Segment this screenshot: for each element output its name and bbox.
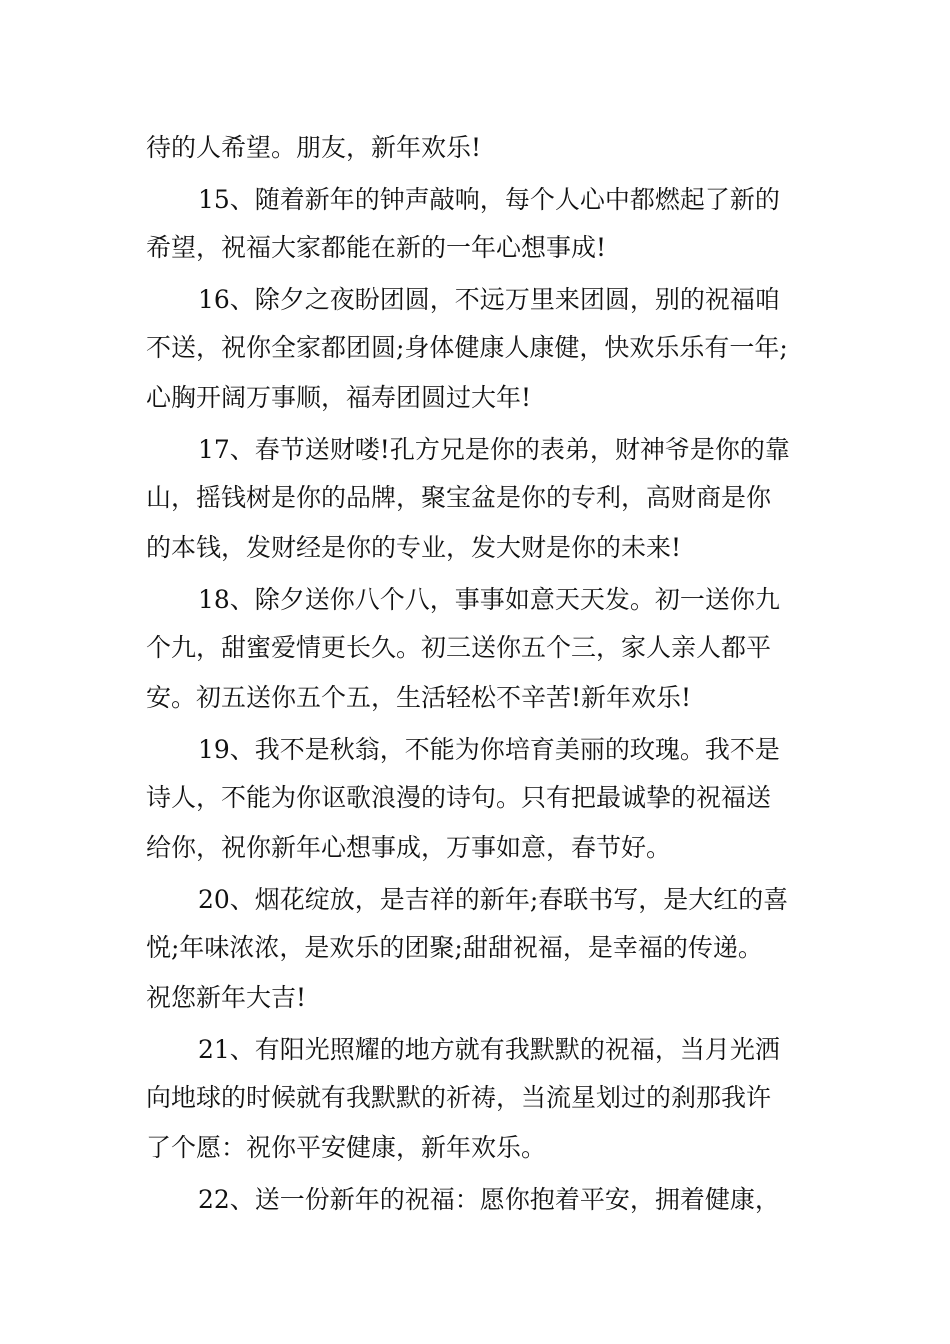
paragraph-17-line: 17、春节送财喽!孔方兄是你的表弟，财神爷是你的靠 — [198, 435, 790, 464]
text-line: 给你，祝你新年心想事成，万事如意，春节好。 — [146, 833, 672, 862]
text-line: 待的人希望。朋友，新年欢乐! — [146, 133, 482, 162]
paragraph-19-line: 19、我不是秋翁，不能为你培育美丽的玫瑰。我不是 — [198, 735, 780, 764]
text-line: 希望，祝福大家都能在新的一年心想事成! — [146, 233, 607, 262]
paragraph-20-line: 20、烟花绽放，是吉祥的新年;春联书写，是大红的喜 — [198, 885, 789, 914]
text-line: 祝您新年大吉! — [146, 983, 307, 1012]
text-line: 的本钱，发财经是你的专业，发大财是你的未来! — [146, 533, 682, 562]
paragraph-21-line: 21、有阳光照耀的地方就有我默默的祝福，当月光洒 — [198, 1035, 780, 1064]
text-line: 悦;年味浓浓，是欢乐的团聚;甜甜祝福，是幸福的传递。 — [146, 933, 763, 962]
paragraph-18-line: 18、除夕送你八个八，事事如意天天发。初一送你九 — [198, 585, 780, 614]
paragraph-15-line: 15、随着新年的钟声敲响，每个人心中都燃起了新的 — [198, 185, 780, 214]
text-line: 不送，祝你全家都团圆;身体健康人康健，快欢乐乐有一年; — [146, 333, 788, 362]
text-line: 个九，甜蜜爱情更长久。初三送你五个三，家人亲人都平 — [146, 633, 772, 662]
text-line: 心胸开阔万事顺，福寿团圆过大年! — [146, 383, 532, 412]
paragraph-22-line: 22、送一份新年的祝福：愿你抱着平安，拥着健康， — [198, 1185, 780, 1214]
text-line: 诗人，不能为你讴歌浪漫的诗句。只有把最诚挚的祝福送 — [146, 783, 772, 812]
text-line: 向地球的时候就有我默默的祈祷，当流星划过的刹那我许 — [146, 1083, 772, 1112]
text-line: 安。初五送你五个五，生活轻松不辛苦!新年欢乐! — [146, 683, 692, 712]
text-line: 了个愿：祝你平安健康，新年欢乐。 — [146, 1133, 547, 1162]
text-line: 山，摇钱树是你的品牌，聚宝盆是你的专利，高财商是你 — [146, 483, 772, 512]
paragraph-16-line: 16、除夕之夜盼团圆，不远万里来团圆，别的祝福咱 — [198, 285, 780, 314]
